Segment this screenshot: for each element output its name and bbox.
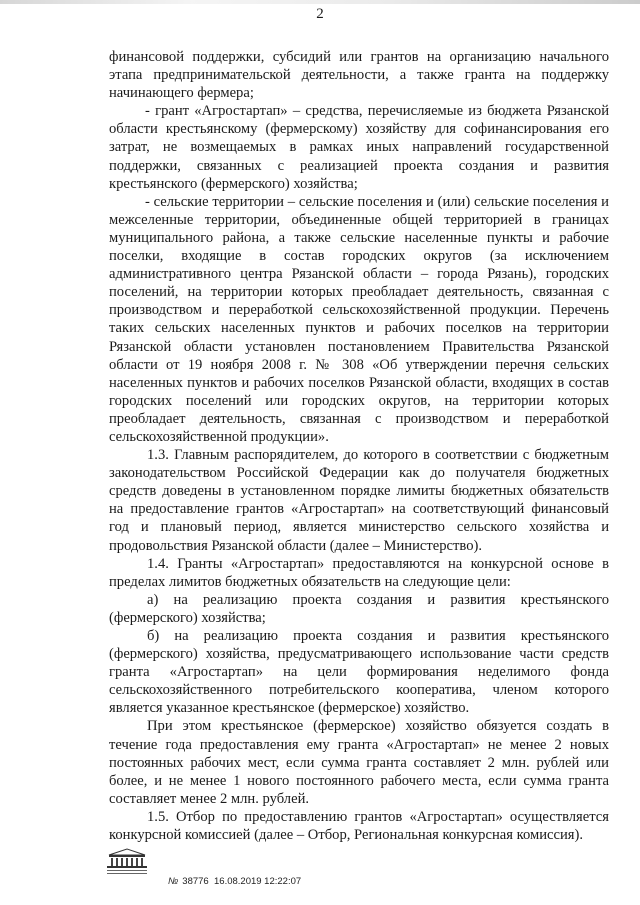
page-number: 2 (316, 6, 324, 22)
paragraph-continuation: финансовой поддержки, субсидий или грантов на организацию начального этапа предпринимательской деятельности, а также гранта на поддержку начинающего фермера; (109, 49, 609, 102)
paragraph-1-4: 1.4. Гранты «Агростартап» предоставляются на конкурсной основе в пределах лимитов бюджетных обязательств на следующие цели: (109, 555, 609, 590)
document-body (109, 48, 609, 844)
document-datetime: 16.08.2019 12:22:07 (214, 876, 302, 887)
paragraph-obligation: При этом крестьянское (фермерское) хозяйство обязуется создать в течение года предоставления ему гранта «Агростартап» не менее 2 новых постоянных рабочих мест, если сумма гранта составляет 2 млн. рублей или более, и не менее 1 нового постоянного рабочего места, если сумма гранта составляет менее 2 млн. рублей. (109, 718, 609, 807)
government-building-logo (103, 846, 151, 878)
paragraph-1-4-a: а) на реализацию проекта создания и развития крестьянского (фермерского) хозяйства; (109, 591, 609, 626)
paragraph-definition-grant: - грант «Агростартап» – средства, перечисляемые из бюджета Рязанской области крестьянскому (фермерскому) хозяйству для софинансирования его затрат, не возмещаемых в рамках иных направлений государственной поддержки, связанных с реализацией проекта создания и развития крестьянского (фермерского) хозяйства; (109, 103, 609, 192)
document-number: 38776 (182, 876, 209, 887)
number-sign: № (168, 876, 179, 887)
document-registration-stamp (168, 876, 301, 887)
page-top-edge (0, 0, 640, 4)
paragraph-1-3: 1.3. Главным распорядителем, до которого в соответствии с бюджетным законодательством Российской Федерации как до получателя бюджетных средств доведены в установленном порядке лимиты бюджетных обязательств на предоставление грантов «Агростартап» на соответствующий финансовый год и плановый период, является министерство сельского хозяйства и продовольствия Рязанской области (далее – Министерство). (109, 447, 609, 554)
paragraph-definition-rural: - сельские территории – сельские поселения и (или) сельские поселения и межселенные территории, объединенные общей территорией в границах муниципального района, а также сельские населенные пункты и рабочие поселки, входящие в состав городских округов (за исключением административного центра Рязанской области – города Рязань), городских поселений, на территории которых преобладает деятельность, связанная с производством и переработкой сельскохозяйственной продукции. Перечень таких сельских населенных пунктов и рабочих поселков на территории Рязанской области установлен постановлением Правительства Рязанской области от 19 ноября 2008 г. № 308 «Об утверждении перечня сельских населенных пунктов и рабочих поселков Рязанской области, входящих в состав городских поселений или городских округов, на территории которых преобладает деятельность, связанная с производством и переработкой сельскохозяйственной продукции». (109, 193, 609, 445)
paragraph-1-4-b: б) на реализацию проекта создания и развития крестьянского (фермерского) хозяйства, предусматривающего использование части средств гранта «Агростартап» на цели формирования неделимого фонда сельскохозяйственного потребительского кооператива, членом которого является указанное крестьянское (фермерское) хозяйство. (109, 628, 609, 717)
paragraph-1-5: 1.5. Отбор по предоставлению грантов «Агростартап» осуществляется конкурсной комиссией (далее – Отбор, Региональная конкурсная комиссия). (109, 808, 609, 844)
